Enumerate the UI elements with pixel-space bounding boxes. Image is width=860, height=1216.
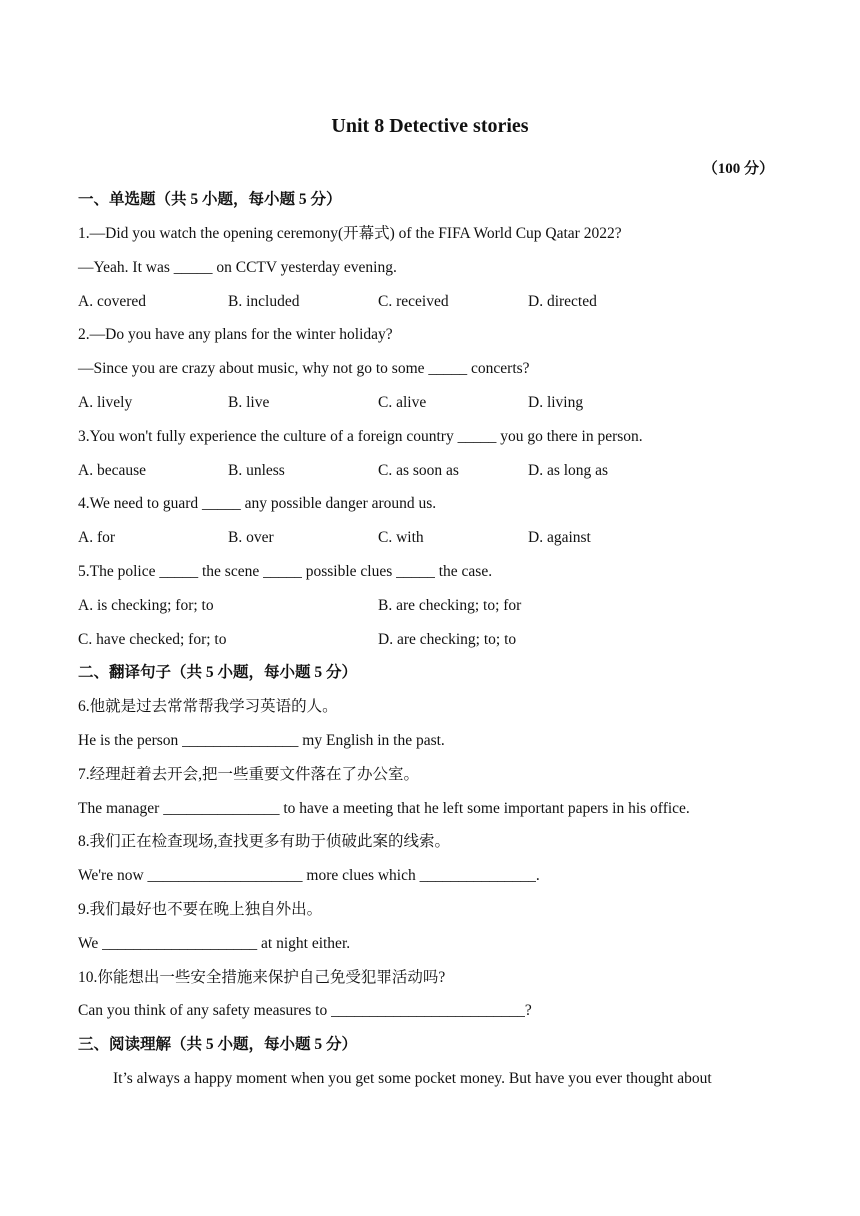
reading-paragraph: It’s always a happy moment when you get some pocket money. But have you ever thought about bbox=[113, 1070, 712, 1087]
question-2-option-a: A. lively bbox=[78, 394, 133, 411]
question-1-option-c: C. received bbox=[378, 293, 449, 310]
question-5-line-1: 5.The police _____ the scene _____ possible clues _____ the case. bbox=[78, 563, 493, 580]
question-3-option-a: A. because bbox=[78, 462, 146, 479]
question-4-option-a: A. for bbox=[78, 529, 116, 546]
question-4-option-b: B. over bbox=[228, 529, 274, 546]
translation-10-chinese: 10.你能想出一些安全措施来保护自己免受犯罪活动吗? bbox=[78, 969, 446, 986]
translation-10-english: Can you think of any safety measures to _________________________? bbox=[78, 1002, 532, 1019]
translation-6-chinese: 6.他就是过去常常帮我学习英语的人。 bbox=[78, 698, 338, 715]
translation-8-english: We're now ____________________ more clues which _______________. bbox=[78, 867, 540, 884]
section-heading-2: 二、翻译句子（共 5 小题，每小题 5 分） bbox=[78, 664, 358, 681]
question-4-line-1: 4.We need to guard _____ any possible danger around us. bbox=[78, 495, 437, 512]
question-3-line-1: 3.You won't fully experience the culture of a foreign country _____ you go there in person. bbox=[78, 428, 643, 445]
question-2-option-b: B. live bbox=[228, 394, 270, 411]
question-2-line-2: —Since you are crazy about music, why not go to some _____ concerts? bbox=[78, 360, 530, 377]
question-2-option-d: D. living bbox=[528, 394, 584, 411]
question-4-option-d: D. against bbox=[528, 529, 591, 546]
question-1-option-a: A. covered bbox=[78, 293, 146, 310]
question-3-option-c: C. as soon as bbox=[378, 462, 459, 479]
question-1-line-2: —Yeah. It was _____ on CCTV yesterday evening. bbox=[78, 259, 397, 276]
question-5-option-a: A. is checking; for; to bbox=[78, 597, 214, 614]
question-2-option-c: C. alive bbox=[378, 394, 427, 411]
question-2-line-1: 2.—Do you have any plans for the winter holiday? bbox=[78, 326, 393, 343]
question-5-option-c: C. have checked; for; to bbox=[78, 631, 227, 648]
total-score: （100 分） bbox=[702, 161, 774, 177]
section-heading-1: 一、单选题（共 5 小题，每小题 5 分） bbox=[78, 191, 342, 208]
translation-9-chinese: 9.我们最好也不要在晚上独自外出。 bbox=[78, 901, 323, 918]
section-heading-3: 三、阅读理解（共 5 小题，每小题 5 分） bbox=[78, 1036, 358, 1053]
page-title: Unit 8 Detective stories bbox=[331, 115, 529, 137]
question-1-line-1: 1.—Did you watch the opening ceremony(开幕式) of the FIFA World Cup Qatar 2022? bbox=[78, 225, 622, 242]
translation-9-english: We ____________________ at night either. bbox=[78, 935, 351, 952]
question-5-option-d: D. are checking; to; to bbox=[378, 631, 517, 648]
translation-6-english: He is the person _______________ my English in the past. bbox=[78, 732, 445, 749]
question-1-option-b: B. included bbox=[228, 293, 300, 310]
question-3-option-b: B. unless bbox=[228, 462, 285, 479]
translation-7-english: The manager _______________ to have a meeting that he left some important papers in his office. bbox=[78, 800, 690, 817]
question-4-option-c: C. with bbox=[378, 529, 424, 546]
question-5-option-b: B. are checking; to; for bbox=[378, 597, 522, 614]
translation-8-chinese: 8.我们正在检查现场,查找更多有助于侦破此案的线索。 bbox=[78, 833, 451, 850]
translation-7-chinese: 7.经理赶着去开会,把一些重要文件落在了办公室。 bbox=[78, 766, 420, 783]
question-3-option-d: D. as long as bbox=[528, 462, 609, 479]
question-1-option-d: D. directed bbox=[528, 293, 597, 310]
